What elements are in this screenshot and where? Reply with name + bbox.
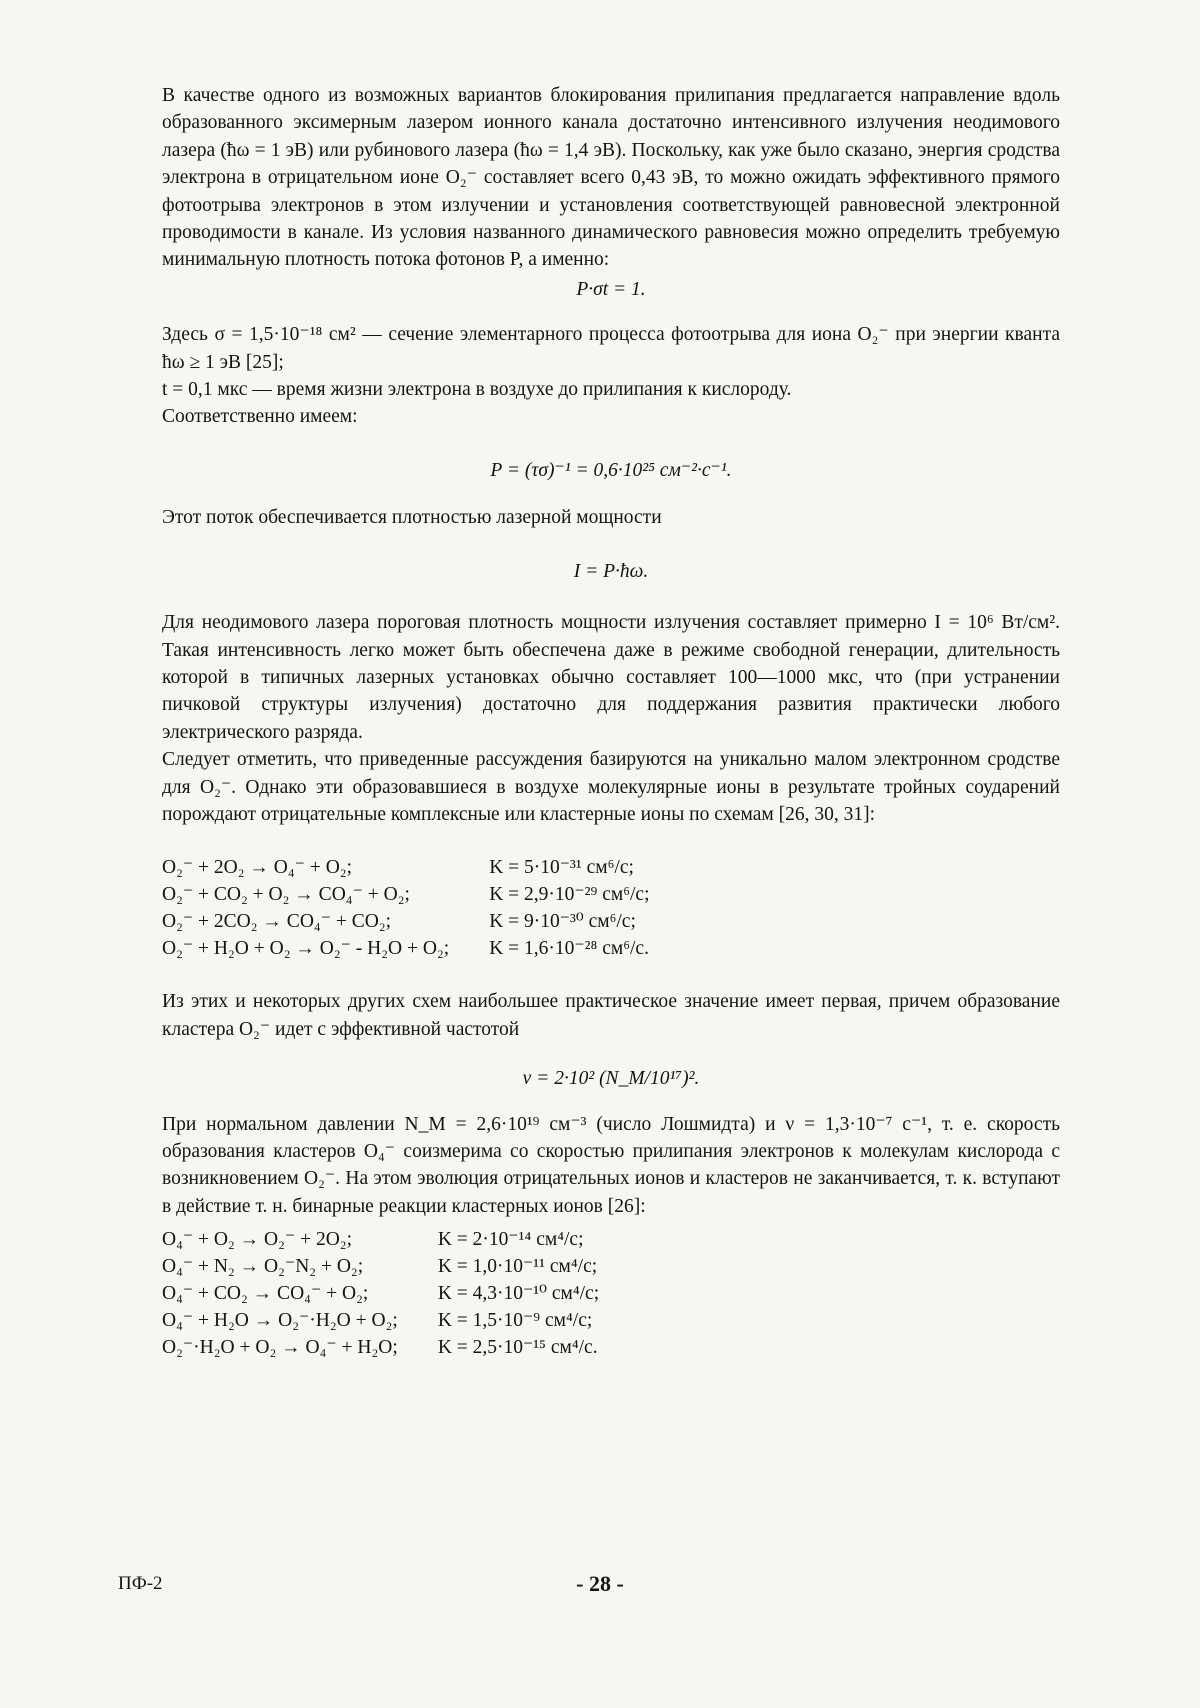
reaction-equation: O₄⁻ + N₂ → O₂⁻N₂ + O₂; bbox=[162, 1256, 364, 1278]
reaction-equation: O₄⁻ + H₂O → O₂⁻·H₂O + O₂; bbox=[162, 1310, 398, 1332]
paragraph-1: В качестве одного из возможных вариантов блокирования прилипания предлагается направление вдоль образованного эксимерным лазером ионного канала достаточно интенсивного излучения неодимового лазера (ħω = 1 эВ) или рубинового лазера (ħω = 1,4 эВ). Поскольку, как уже было сказано, энергия сродства электрона в отрицательном ионе O₂⁻ составляет всего 0,43 эВ, то можно ожидать эффективного прямого фотоотрыва электронов в этом излучении и установления соответствующей равновесной электронной проводимости в канале. Из условия названного динамического равновесия можно определить требуемую минимальную плотность потока фотонов P, а именно: bbox=[162, 85, 1060, 271]
reaction-rate: K = 1,5·10⁻⁹ см⁴/с; bbox=[437, 1310, 593, 1332]
reaction-rate: K = 9·10⁻³⁰ см⁶/с; bbox=[489, 911, 636, 933]
reaction-rate: K = 1,6·10⁻²⁸ см⁶/с. bbox=[489, 938, 649, 960]
reaction-equation: O₂⁻ + H₂O + O₂ → O₂⁻ - H₂O + O₂; bbox=[162, 938, 450, 960]
reaction-rate: K = 2,9·10⁻²⁹ см⁶/с; bbox=[489, 884, 650, 906]
table-row bbox=[162, 1280, 599, 1307]
reaction-equation: O₄⁻ + CO₂ → CO₄⁻ + O₂; bbox=[162, 1283, 369, 1305]
paragraph-8: Из этих и некоторых других схем наибольшее практическое значение имеет первая, причем образование кластера O₂⁻ идет с эффективной частотой bbox=[162, 991, 1060, 1040]
equation-P: P = (τσ)⁻¹ = 0,6·10²⁵ см⁻²·с⁻¹. bbox=[490, 459, 732, 481]
equation-nu: ν = 2·10² (N_M/10¹⁷)². bbox=[522, 1068, 700, 1090]
paragraph-3: t = 0,1 мкс — время жизни электрона в воздухе до прилипания к кислороду. bbox=[162, 379, 792, 401]
footer-signature: ПФ-2 bbox=[118, 1573, 163, 1594]
paragraph-4: Соответственно имеем: bbox=[162, 406, 358, 428]
table-row bbox=[162, 1226, 599, 1253]
reactions-ternary-table bbox=[162, 854, 649, 962]
reaction-equation: O₂⁻ + 2O₂ → O₄⁻ + O₂; bbox=[162, 857, 353, 879]
reactions-binary-table bbox=[162, 1226, 599, 1361]
table-row bbox=[162, 1307, 599, 1334]
reaction-rate: K = 2·10⁻¹⁴ см⁴/с; bbox=[437, 1229, 584, 1251]
reaction-equation: O₂⁻·H₂O + O₂ → O₄⁻ + H₂O; bbox=[162, 1337, 398, 1359]
table-row bbox=[162, 1253, 599, 1280]
reaction-equation: O₄⁻ + O₂ → O₂⁻ + 2O₂; bbox=[162, 1229, 353, 1251]
equation-photon-flux: P·σt = 1. bbox=[576, 278, 646, 300]
paragraph-6: Для неодимового лазера пороговая плотность мощности излучения составляет примерно I = 10⁶ Вт/см². Такая интенсивность легко может быть обеспечена даже в режиме свободной генерации, длительность которой в типичных лазерных установках обычно составляет 100—1000 мкс, что (при устранении пичковой структуры излучения) достаточно для поддержания развития практически любого электрического разряда. bbox=[162, 612, 1060, 743]
paragraph-9: При нормальном давлении N_M = 2,6·10¹⁹ см⁻³ (число Лошмидта) и ν = 1,3·10⁻⁷ с⁻¹, т. е. скорость образования кластеров O₄⁻ соизмерима со скоростью прилипания электронов к молекулам кислорода с возникновением O₂⁻. На этом эволюция отрицательных ионов и кластеров не заканчивается, т. к. вступают в действие т. н. бинарные реакции кластерных ионов [26]: bbox=[162, 1113, 1060, 1217]
paragraph-7: Следует отметить, что приведенные рассуждения базируются на уникально малом электронном сродстве для O₂⁻. Однако эти образовавшиеся в воздухе молекулярные ионы в результате тройных соударений порождают отрицательные комплексные или кластерные ионы по схемам [26, 30, 31]: bbox=[162, 749, 1060, 825]
reaction-rate: K = 1,0·10⁻¹¹ см⁴/с; bbox=[437, 1256, 598, 1278]
table-row bbox=[162, 881, 649, 908]
table-row bbox=[162, 1334, 599, 1361]
reaction-equation: O₂⁻ + 2CO₂ → CO₄⁻ + CO₂; bbox=[162, 911, 392, 933]
page-number: - 28 - bbox=[576, 1571, 624, 1596]
table-row bbox=[162, 908, 649, 935]
table-row bbox=[162, 854, 649, 881]
paragraph-2: Здесь σ = 1,5·10⁻¹⁸ см² — сечение элементарного процесса фотоотрыва для иона O₂⁻ при энергии кванта ħω ≥ 1 эВ [25]; bbox=[162, 324, 1060, 373]
paragraph-5: Этот поток обеспечивается плотностью лазерной мощности bbox=[162, 507, 662, 529]
reaction-rate: K = 5·10⁻³¹ см⁶/с; bbox=[489, 857, 634, 879]
table-row bbox=[162, 935, 649, 962]
equation-I: I = P·ħω. bbox=[573, 560, 649, 582]
reaction-equation: O₂⁻ + CO₂ + O₂ → CO₄⁻ + O₂; bbox=[162, 884, 410, 906]
reaction-rate: K = 2,5·10⁻¹⁵ см⁴/с. bbox=[437, 1337, 598, 1359]
reaction-rate: K = 4,3·10⁻¹⁰ см⁴/с; bbox=[437, 1283, 600, 1305]
